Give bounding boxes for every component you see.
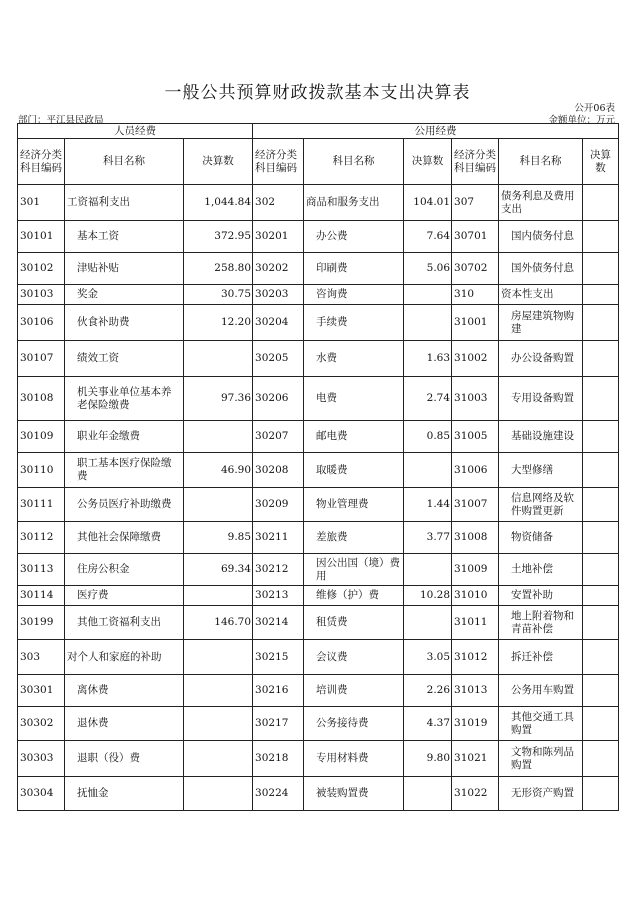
code-cell: 30108 (18, 377, 65, 421)
name-cell: 绩效工资 (65, 341, 184, 377)
name-cell: 机关事业单位基本养老保险缴费 (65, 377, 184, 421)
name-cell: 电费 (304, 377, 404, 421)
code-cell: 31013 (452, 675, 499, 707)
name-cell: 其他交通工具购置 (499, 707, 583, 741)
code-cell: 303 (18, 640, 65, 675)
col-header-code: 经济分类科目编码 (253, 139, 304, 185)
code-cell: 30113 (18, 554, 65, 586)
name-cell: 其他社会保障缴费 (65, 522, 184, 554)
name-cell: 基础设施建设 (499, 421, 583, 453)
amount-cell: 5.06 (404, 253, 452, 285)
amount-cell: 146.70 (184, 606, 253, 640)
amount-cell: 0.85 (404, 421, 452, 453)
name-cell: 职工基本医疗保险缴费 (65, 453, 184, 488)
amount-cell: 10.28 (404, 586, 452, 606)
code-cell: 31022 (452, 777, 499, 811)
amount-cell (583, 675, 619, 707)
code-cell: 31021 (452, 741, 499, 777)
name-cell: 会议费 (304, 640, 404, 675)
amount-cell (583, 421, 619, 453)
table-row (18, 522, 619, 554)
code-cell: 30215 (253, 640, 304, 675)
table-row (18, 421, 619, 453)
amount-cell: 69.34 (184, 554, 253, 586)
code-cell: 31002 (452, 341, 499, 377)
amount-cell (184, 586, 253, 606)
amount-cell (184, 707, 253, 741)
col-header-name: 科目名称 (499, 139, 583, 185)
name-cell: 房屋建筑物购建 (499, 305, 583, 341)
group-public: 公用经费 (253, 124, 619, 139)
name-cell: 被装购置费 (304, 777, 404, 811)
code-cell: 310 (452, 285, 499, 305)
table-row (18, 488, 619, 522)
code-cell: 30109 (18, 421, 65, 453)
name-cell: 物业管理费 (304, 488, 404, 522)
amount-cell (583, 707, 619, 741)
code-cell: 30207 (253, 421, 304, 453)
name-cell: 住房公积金 (65, 554, 184, 586)
name-cell: 工资福利支出 (65, 185, 184, 221)
group-personnel: 人员经费 (18, 124, 253, 139)
code-cell: 30302 (18, 707, 65, 741)
amount-cell: 3.77 (404, 522, 452, 554)
code-cell: 30217 (253, 707, 304, 741)
name-cell: 资本性支出 (499, 285, 583, 305)
amount-cell (583, 341, 619, 377)
amount-cell (583, 777, 619, 811)
col-header-code: 经济分类科目编码 (18, 139, 65, 185)
form-number: 公开06表 (574, 103, 615, 114)
name-cell: 公务员医疗补助缴费 (65, 488, 184, 522)
name-cell: 抚恤金 (65, 777, 184, 811)
code-cell: 31009 (452, 554, 499, 586)
table-row (18, 640, 619, 675)
code-cell: 30702 (452, 253, 499, 285)
name-cell: 专用材料费 (304, 741, 404, 777)
name-cell: 办公费 (304, 221, 404, 253)
table-row (18, 675, 619, 707)
name-cell: 国内债务付息 (499, 221, 583, 253)
amount-cell (583, 522, 619, 554)
code-cell: 30301 (18, 675, 65, 707)
table-row (18, 377, 619, 421)
name-cell: 国外债务付息 (499, 253, 583, 285)
col-header-amount: 决算数 (184, 139, 253, 185)
code-cell: 31006 (452, 453, 499, 488)
table-row (18, 606, 619, 640)
name-cell: 维修（护）费 (304, 586, 404, 606)
name-cell: 印刷费 (304, 253, 404, 285)
amount-cell: 46.90 (184, 453, 253, 488)
amount-cell (184, 488, 253, 522)
code-cell: 31001 (452, 305, 499, 341)
amount-cell: 7.64 (404, 221, 452, 253)
amount-cell (404, 453, 452, 488)
code-cell: 31003 (452, 377, 499, 421)
code-cell: 30103 (18, 285, 65, 305)
name-cell: 商品和服务支出 (304, 185, 404, 221)
amount-cell (583, 606, 619, 640)
name-cell: 大型修缮 (499, 453, 583, 488)
name-cell: 培训费 (304, 675, 404, 707)
col-header-code: 经济分类科目编码 (452, 139, 499, 185)
unit-label: 金额单位：万元 (548, 115, 615, 126)
amount-cell (583, 554, 619, 586)
amount-cell: 97.36 (184, 377, 253, 421)
name-cell: 津贴补贴 (65, 253, 184, 285)
code-cell: 30212 (253, 554, 304, 586)
name-cell: 物资储备 (499, 522, 583, 554)
code-cell: 307 (452, 185, 499, 221)
code-cell: 30218 (253, 741, 304, 777)
code-cell: 30114 (18, 586, 65, 606)
name-cell: 因公出国（境）费用 (304, 554, 404, 586)
amount-cell (404, 305, 452, 341)
amount-cell: 9.85 (184, 522, 253, 554)
amount-cell (404, 777, 452, 811)
amount-cell (583, 741, 619, 777)
code-cell: 30202 (253, 253, 304, 285)
code-cell: 30213 (253, 586, 304, 606)
table-row (18, 305, 619, 341)
col-header-name: 科目名称 (304, 139, 404, 185)
name-cell: 基本工资 (65, 221, 184, 253)
table-row (18, 741, 619, 777)
table-row (18, 707, 619, 741)
code-cell: 30304 (18, 777, 65, 811)
table-row (18, 554, 619, 586)
name-cell: 土地补偿 (499, 554, 583, 586)
code-cell: 31008 (452, 522, 499, 554)
name-cell: 奖金 (65, 285, 184, 305)
name-cell: 债务利息及费用支出 (499, 185, 583, 221)
amount-cell (184, 341, 253, 377)
code-cell: 31010 (452, 586, 499, 606)
code-cell: 30211 (253, 522, 304, 554)
code-cell: 30204 (253, 305, 304, 341)
code-cell: 31011 (452, 606, 499, 640)
code-cell: 31007 (452, 488, 499, 522)
name-cell: 职业年金缴费 (65, 421, 184, 453)
name-cell: 取暖费 (304, 453, 404, 488)
amount-cell (583, 640, 619, 675)
name-cell: 其他工资福利支出 (65, 606, 184, 640)
name-cell: 无形资产购置 (499, 777, 583, 811)
name-cell: 水费 (304, 341, 404, 377)
amount-cell (404, 285, 452, 305)
code-cell: 31012 (452, 640, 499, 675)
code-cell: 30106 (18, 305, 65, 341)
page-title: 一般公共预算财政拨款基本支出决算表 (164, 83, 471, 103)
code-cell: 31019 (452, 707, 499, 741)
col-header-amount: 决算数 (404, 139, 452, 185)
department-label: 部门：平江县民政局 (18, 115, 104, 126)
amount-cell (583, 253, 619, 285)
code-cell: 30102 (18, 253, 65, 285)
code-cell: 30214 (253, 606, 304, 640)
amount-cell: 4.37 (404, 707, 452, 741)
code-cell: 30203 (253, 285, 304, 305)
code-cell: 30209 (253, 488, 304, 522)
name-cell: 伙食补助费 (65, 305, 184, 341)
expenditure-table (17, 123, 619, 811)
name-cell: 差旅费 (304, 522, 404, 554)
amount-cell: 30.75 (184, 285, 253, 305)
name-cell: 邮电费 (304, 421, 404, 453)
name-cell: 公务接待费 (304, 707, 404, 741)
amount-cell: 12.20 (184, 305, 253, 341)
name-cell: 医疗费 (65, 586, 184, 606)
amount-cell (184, 675, 253, 707)
table-row (18, 777, 619, 811)
code-cell: 30107 (18, 341, 65, 377)
name-cell: 退休费 (65, 707, 184, 741)
amount-cell (404, 554, 452, 586)
name-cell: 退职（役）费 (65, 741, 184, 777)
amount-cell: 1.63 (404, 341, 452, 377)
amount-cell: 104.01 (404, 185, 452, 221)
table-row (18, 185, 619, 221)
amount-cell (404, 606, 452, 640)
amount-cell: 1.44 (404, 488, 452, 522)
code-cell: 30112 (18, 522, 65, 554)
table-row (18, 341, 619, 377)
name-cell: 地上附着物和青苗补偿 (499, 606, 583, 640)
code-cell: 30216 (253, 675, 304, 707)
code-cell: 30201 (253, 221, 304, 253)
amount-cell (184, 741, 253, 777)
name-cell: 文物和陈列品购置 (499, 741, 583, 777)
table-row (18, 285, 619, 305)
code-cell: 30101 (18, 221, 65, 253)
amount-cell (583, 285, 619, 305)
amount-cell: 9.80 (404, 741, 452, 777)
name-cell: 公务用车购置 (499, 675, 583, 707)
amount-cell: 372.95 (184, 221, 253, 253)
name-cell: 拆迁补偿 (499, 640, 583, 675)
code-cell: 31005 (452, 421, 499, 453)
amount-cell (184, 777, 253, 811)
amount-cell: 2.26 (404, 675, 452, 707)
code-cell: 30199 (18, 606, 65, 640)
amount-cell: 1,044.84 (184, 185, 253, 221)
amount-cell (583, 586, 619, 606)
code-cell: 301 (18, 185, 65, 221)
amount-cell (184, 421, 253, 453)
amount-cell (583, 221, 619, 253)
amount-cell (583, 305, 619, 341)
amount-cell (583, 453, 619, 488)
table-row (18, 221, 619, 253)
name-cell: 信息网络及软件购置更新 (499, 488, 583, 522)
amount-cell: 2.74 (404, 377, 452, 421)
name-cell: 安置补助 (499, 586, 583, 606)
code-cell: 30224 (253, 777, 304, 811)
col-header-name: 科目名称 (65, 139, 184, 185)
name-cell: 专用设备购置 (499, 377, 583, 421)
amount-cell: 258.80 (184, 253, 253, 285)
code-cell: 302 (253, 185, 304, 221)
code-cell: 30205 (253, 341, 304, 377)
code-cell: 30206 (253, 377, 304, 421)
code-cell: 30303 (18, 741, 65, 777)
name-cell: 租赁费 (304, 606, 404, 640)
name-cell: 手续费 (304, 305, 404, 341)
amount-cell: 3.05 (404, 640, 452, 675)
table-row (18, 253, 619, 285)
code-cell: 30701 (452, 221, 499, 253)
code-cell: 30208 (253, 453, 304, 488)
code-cell: 30110 (18, 453, 65, 488)
name-cell: 离休费 (65, 675, 184, 707)
amount-cell (583, 377, 619, 421)
amount-cell (583, 185, 619, 221)
col-header-amount: 决算数 (583, 139, 619, 185)
name-cell: 对个人和家庭的补助 (65, 640, 184, 675)
table-row (18, 453, 619, 488)
amount-cell (583, 488, 619, 522)
name-cell: 办公设备购置 (499, 341, 583, 377)
code-cell: 30111 (18, 488, 65, 522)
table-row (18, 586, 619, 606)
name-cell: 咨询费 (304, 285, 404, 305)
amount-cell (184, 640, 253, 675)
